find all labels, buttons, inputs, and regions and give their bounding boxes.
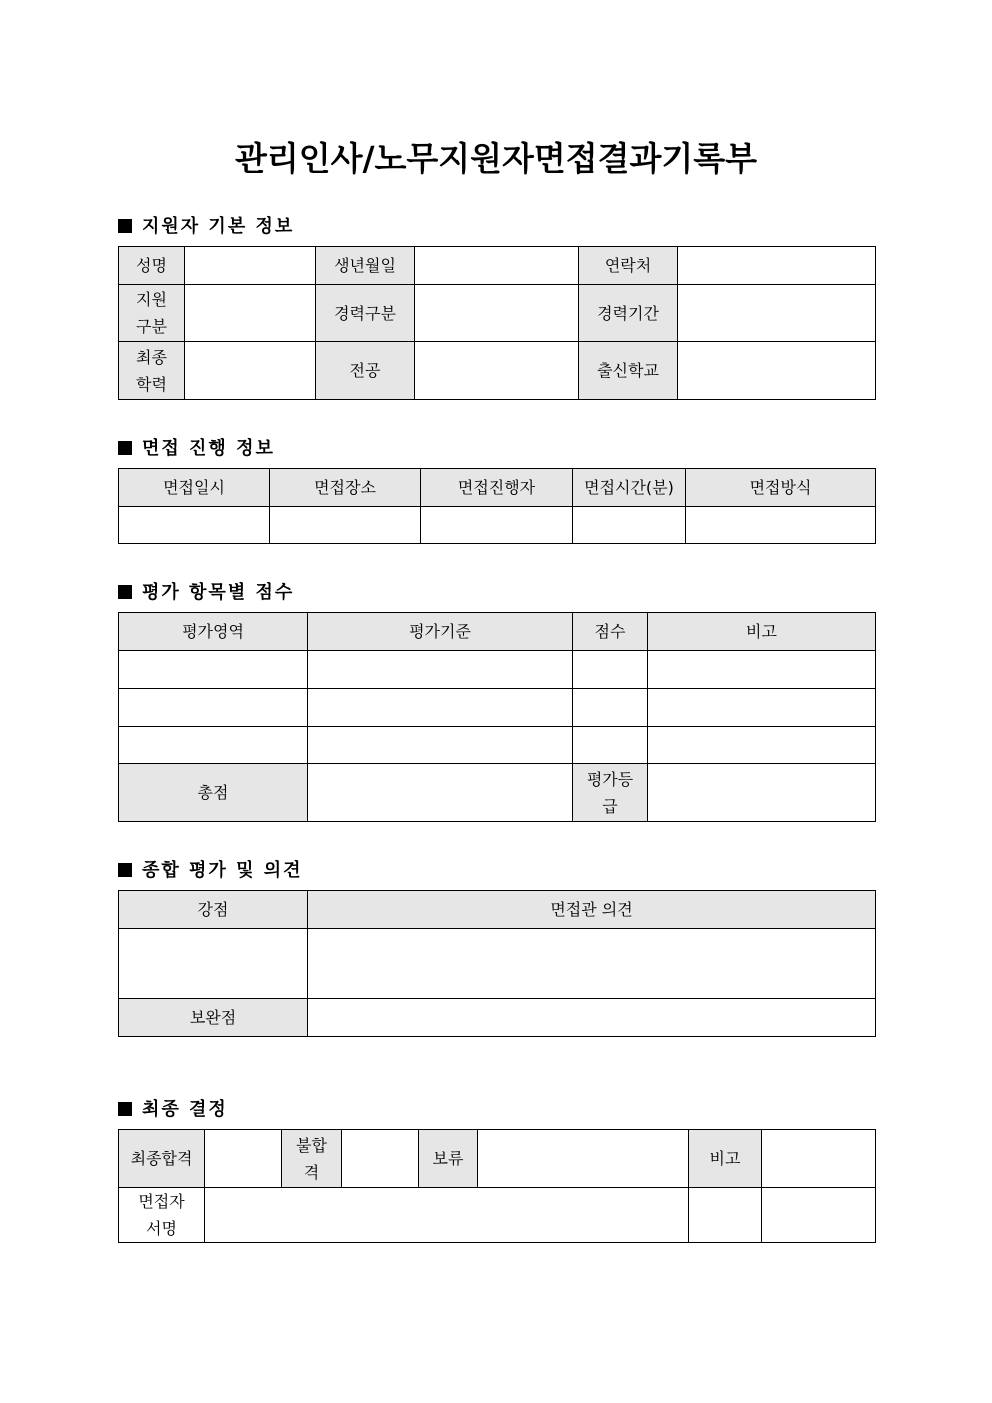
- eval-criteria-field[interactable]: [308, 689, 573, 727]
- remarks-field[interactable]: [648, 727, 876, 764]
- label-major: 전공: [316, 342, 415, 400]
- name-field[interactable]: [185, 247, 316, 285]
- career-period-field[interactable]: [678, 285, 876, 342]
- label-decision-remarks: 비고: [689, 1130, 762, 1188]
- summary-table: [118, 890, 876, 1037]
- section-heading-basic-info: 지원자 기본 정보: [118, 212, 294, 238]
- label-improvement: 보완점: [119, 999, 308, 1037]
- header-interviewer: 면접진행자: [421, 469, 573, 507]
- eval-criteria-field[interactable]: [308, 651, 573, 689]
- interviewer-field[interactable]: [421, 507, 573, 544]
- square-bullet-icon: [118, 441, 132, 455]
- header-score: 점수: [573, 613, 648, 651]
- remarks-field[interactable]: [648, 689, 876, 727]
- signature-extra-field[interactable]: [689, 1188, 762, 1243]
- interview-datetime-field[interactable]: [119, 507, 270, 544]
- score-field[interactable]: [573, 727, 648, 764]
- section-heading-summary: 종합 평가 및 의견: [118, 856, 303, 882]
- career-type-field[interactable]: [415, 285, 579, 342]
- hold-field[interactable]: [478, 1130, 689, 1188]
- total-score-field[interactable]: [308, 764, 573, 822]
- signature-field[interactable]: [205, 1188, 689, 1243]
- table-row: [119, 727, 876, 764]
- page-title: 관리인사/노무지원자면접결과기록부: [234, 139, 758, 178]
- interview-place-field[interactable]: [270, 507, 421, 544]
- section-heading-interview-info: 면접 진행 정보: [118, 434, 275, 460]
- square-bullet-icon: [118, 585, 132, 599]
- apply-type-field[interactable]: [185, 285, 316, 342]
- improvement-field[interactable]: [308, 999, 876, 1037]
- label-eval-grade: 평가등 급: [573, 764, 648, 822]
- interviewer-opinion-field[interactable]: [308, 929, 876, 999]
- score-field[interactable]: [573, 689, 648, 727]
- section-heading-final-decision: 최종 결정: [118, 1095, 228, 1121]
- eval-criteria-field[interactable]: [308, 727, 573, 764]
- header-eval-criteria: 평가기준: [308, 613, 573, 651]
- signature-extra-field-2[interactable]: [762, 1188, 876, 1243]
- basic-info-table: [118, 246, 876, 400]
- label-birthdate: 생년월일: [316, 247, 415, 285]
- score-field[interactable]: [573, 651, 648, 689]
- section-heading-evaluation: 평가 항목별 점수: [118, 578, 294, 604]
- final-decision-table: [118, 1129, 876, 1243]
- label-signature: 면접자 서명: [119, 1188, 205, 1243]
- label-name: 성명: [119, 247, 185, 285]
- eval-area-field[interactable]: [119, 651, 308, 689]
- interview-duration-field[interactable]: [573, 507, 686, 544]
- interview-info-table: [118, 468, 876, 544]
- header-interview-method: 면접방식: [686, 469, 876, 507]
- header-interview-duration: 면접시간(분): [573, 469, 686, 507]
- label-hold: 보류: [419, 1130, 478, 1188]
- remarks-field[interactable]: [648, 651, 876, 689]
- school-field[interactable]: [678, 342, 876, 400]
- label-final-pass: 최종합격: [119, 1130, 205, 1188]
- table-row: [119, 651, 876, 689]
- contact-field[interactable]: [678, 247, 876, 285]
- evaluation-table: [118, 612, 876, 822]
- strength-field[interactable]: [119, 929, 308, 999]
- eval-area-field[interactable]: [119, 727, 308, 764]
- header-eval-area: 평가영역: [119, 613, 308, 651]
- fail-field[interactable]: [342, 1130, 419, 1188]
- eval-grade-field[interactable]: [648, 764, 876, 822]
- label-contact: 연락처: [579, 247, 678, 285]
- eval-area-field[interactable]: [119, 689, 308, 727]
- table-row: [119, 689, 876, 727]
- label-career-type: 경력구분: [316, 285, 415, 342]
- birthdate-field[interactable]: [415, 247, 579, 285]
- header-interview-place: 면접장소: [270, 469, 421, 507]
- label-total-score: 총점: [119, 764, 308, 822]
- label-career-period: 경력기간: [579, 285, 678, 342]
- decision-remarks-field[interactable]: [762, 1130, 876, 1188]
- header-interviewer-opinion: 면접관 의견: [308, 891, 876, 929]
- label-fail: 불합 격: [282, 1130, 342, 1188]
- label-school: 출신학교: [579, 342, 678, 400]
- education-field[interactable]: [185, 342, 316, 400]
- final-pass-field[interactable]: [205, 1130, 282, 1188]
- square-bullet-icon: [118, 219, 132, 233]
- interview-method-field[interactable]: [686, 507, 876, 544]
- header-interview-datetime: 면접일시: [119, 469, 270, 507]
- header-strength: 강점: [119, 891, 308, 929]
- header-remarks: 비고: [648, 613, 876, 651]
- label-education: 최종 학력: [119, 342, 185, 400]
- major-field[interactable]: [415, 342, 579, 400]
- label-apply-type: 지원 구분: [119, 285, 185, 342]
- square-bullet-icon: [118, 863, 132, 877]
- square-bullet-icon: [118, 1102, 132, 1116]
